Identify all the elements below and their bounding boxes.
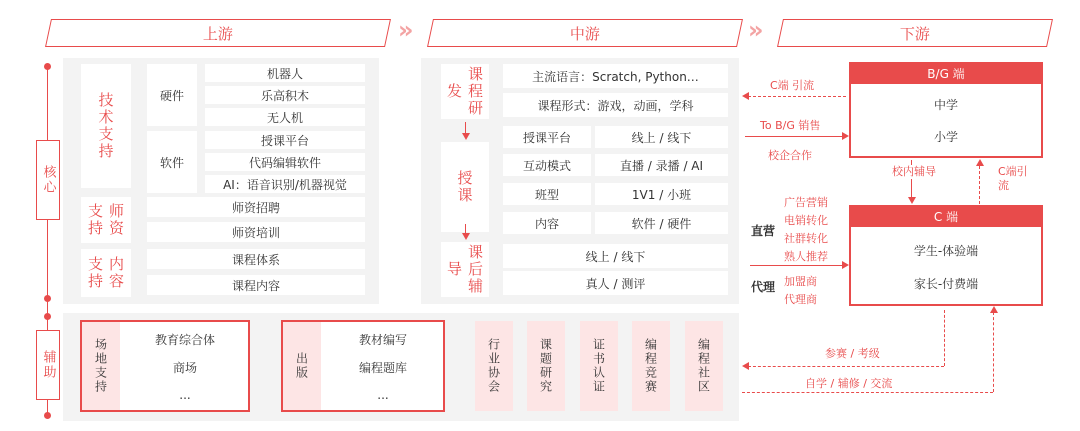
flow-arrow xyxy=(750,265,842,266)
arrow-right-icon xyxy=(842,261,849,269)
flow-label-to-bg: To B/G 销售 xyxy=(760,119,821,132)
teach-row-key: 班型 xyxy=(503,183,591,205)
side-label-core: 核心 xyxy=(36,140,60,220)
flow-arrow xyxy=(745,136,843,137)
direct-item: 广告营销 xyxy=(784,196,828,209)
teach-row-key: 互动模式 xyxy=(503,154,591,176)
dev-row: 主流语言：Scratch, Python… xyxy=(503,64,728,88)
aux-item: 编程社区 xyxy=(685,321,723,411)
direct-item: 电销转化 xyxy=(784,214,828,227)
flow-arrow xyxy=(944,310,945,366)
arrow-left-icon xyxy=(742,92,749,100)
list-item: 师资招聘 xyxy=(147,197,365,217)
dev-row: 课程形式：游戏，动画，学科 xyxy=(503,93,728,117)
header-midstream xyxy=(427,19,743,47)
flow-label-compete: 参赛 / 考级 xyxy=(825,347,880,360)
bg-title: B/G 端 xyxy=(849,62,1043,84)
chevron-right-icon: » xyxy=(398,16,414,44)
aux-item: 行业协会 xyxy=(475,321,513,411)
header-downstream xyxy=(777,19,1053,47)
agent-label: 代理 xyxy=(750,279,775,294)
content-support-label: 内容支持 xyxy=(81,249,131,297)
direct-label: 直营 xyxy=(750,223,775,238)
header-midstream-label: 中游 xyxy=(569,24,600,43)
list-item: 无人机 xyxy=(205,108,365,126)
list-item: 机器人 xyxy=(205,64,365,82)
teach-row-value: 软件 / 硬件 xyxy=(595,212,728,234)
list-item: 代码编辑软件 xyxy=(205,153,365,171)
header-upstream xyxy=(45,19,391,47)
arrow-down-icon xyxy=(462,233,470,240)
flow-label-c-lead: C端 引流 xyxy=(770,79,815,92)
c-item: 家长-付费端 xyxy=(913,276,979,291)
rail-dot xyxy=(44,295,51,302)
teacher-support-label: 师资支持 xyxy=(81,197,131,243)
publish-item: ... xyxy=(377,388,389,402)
after-row: 真人 / 测评 xyxy=(503,271,728,295)
chevron-right-icon: » xyxy=(748,16,764,44)
teach-row-value: 线上 / 线下 xyxy=(595,126,728,148)
flow-arrow xyxy=(742,392,993,393)
venue-label: 场地支持 xyxy=(82,322,120,410)
bg-item: 小学 xyxy=(933,129,958,144)
venue-item: 商场 xyxy=(172,360,197,375)
venue-item: 教育综合体 xyxy=(154,332,215,347)
list-item: 课程体系 xyxy=(147,249,365,269)
header-upstream-label: 上游 xyxy=(202,24,233,43)
after-row: 线上 / 线下 xyxy=(503,244,728,268)
rail-dot xyxy=(44,313,51,320)
publish-item: 教材编写 xyxy=(358,332,407,347)
flow-label-self: 自学 / 辅修 / 交流 xyxy=(805,377,893,390)
list-item: 课程内容 xyxy=(147,275,365,295)
publish-item: 编程题库 xyxy=(358,360,407,375)
publish-label: 出版 xyxy=(283,322,321,410)
arrow-left-icon xyxy=(742,362,749,370)
aux-item: 课题研究 xyxy=(527,321,565,411)
list-item: 乐高积木 xyxy=(205,86,365,104)
flow-arrow xyxy=(993,312,994,392)
teach-row-value: 直播 / 录播 / AI xyxy=(595,154,728,176)
flow-label-c-lead2: C端引流 xyxy=(998,165,1028,192)
arrow-down-icon xyxy=(462,133,470,140)
teach-row-key: 授课平台 xyxy=(503,126,591,148)
list-item: 师资培训 xyxy=(147,222,365,242)
rail-dot xyxy=(44,412,51,419)
agent-item: 加盟商 xyxy=(784,275,817,288)
list-item: 授课平台 xyxy=(205,131,365,149)
after-class-label: 课后辅导 xyxy=(441,242,489,297)
flow-arrow xyxy=(748,366,944,367)
agent-item: 代理商 xyxy=(784,293,817,306)
flow-label-school: 校企合作 xyxy=(768,149,812,162)
direct-item: 社群转化 xyxy=(784,232,828,245)
venue-item: ... xyxy=(179,388,191,402)
aux-item: 编程竞赛 xyxy=(632,321,670,411)
tech-support-label: 技术支持 xyxy=(81,64,131,188)
side-label-aux: 辅助 xyxy=(36,330,60,400)
flow-label-campus: 校内辅导 xyxy=(892,165,936,178)
arrow-up-icon xyxy=(990,306,998,313)
teach-row-value: 1V1 / 小班 xyxy=(595,183,728,205)
arrow-up-icon xyxy=(976,159,984,166)
list-item: AI：语音识别/机器视觉 xyxy=(205,175,365,193)
header-downstream-label: 下游 xyxy=(899,24,930,43)
direct-item: 熟人推荐 xyxy=(784,250,828,263)
hardware-label: 硬件 xyxy=(147,64,197,126)
rail-dot xyxy=(44,63,51,70)
software-label: 软件 xyxy=(147,131,197,193)
arrow-right-icon xyxy=(842,132,849,140)
c-title: C 端 xyxy=(849,205,1043,227)
flow-arrow xyxy=(748,96,846,97)
arrow-down-icon xyxy=(908,197,916,204)
bg-item: 中学 xyxy=(933,97,958,112)
aux-item: 证书认证 xyxy=(580,321,618,411)
teach-row-key: 内容 xyxy=(503,212,591,234)
teaching-label: 授课 xyxy=(441,142,489,232)
course-dev-label: 课程研发 xyxy=(441,64,489,119)
c-item: 学生-体验端 xyxy=(913,243,979,258)
flow-arrow xyxy=(979,166,980,204)
